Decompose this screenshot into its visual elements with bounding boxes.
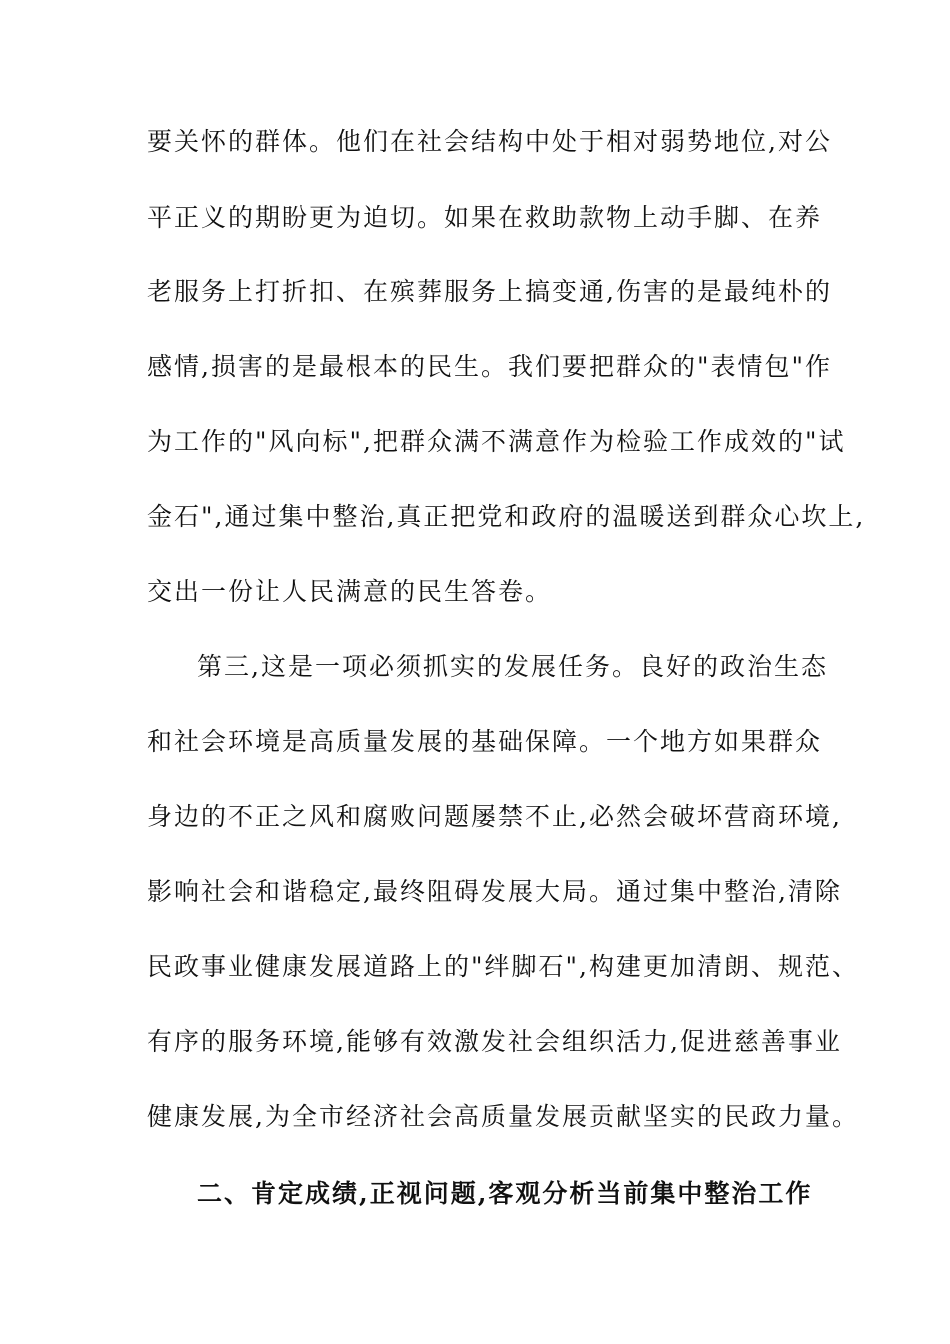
- text-line: 民政事业健康发展道路上的"绊脚石",构建更加清朗、规范、: [147, 952, 859, 981]
- text-line: 和社会环境是高质量发展的基础保障。一个地方如果群众: [147, 727, 823, 756]
- text-line: 有序的服务环境,能够有效激发社会组织活力,促进慈善事业: [147, 1027, 842, 1056]
- paragraph-first-line: 第三,这是一项必须抓实的发展任务。良好的政治生态: [197, 652, 828, 681]
- text-line: 健康发展,为全市经济社会高质量发展贡献坚实的民政力量。: [147, 1102, 859, 1131]
- text-line: 平正义的期盼更为迫切。如果在救助款物上动手脚、在养: [147, 203, 823, 232]
- text-line: 金石",通过集中整治,真正把党和政府的温暖送到群众心坎上,: [147, 502, 866, 531]
- text-line: 身边的不正之风和腐败问题屡禁不止,必然会破坏营商环境,: [147, 802, 842, 831]
- section-heading: 二、肯定成绩,正视问题,客观分析当前集中整治工作: [197, 1179, 813, 1208]
- text-line: 影响社会和谐稳定,最终阻碍发展大局。通过集中整治,清除: [147, 877, 842, 906]
- text-line: 感情,损害的是最根本的民生。我们要把群众的"表情包"作: [147, 352, 832, 381]
- text-line: 老服务上打折扣、在殡葬服务上搞变通,伤害的是最纯朴的: [147, 277, 832, 306]
- text-line: 为工作的"风向标",把群众满不满意作为检验工作成效的"试: [147, 427, 846, 456]
- text-line: 交出一份让人民满意的民生答卷。: [147, 577, 553, 606]
- text-line: 要关怀的群体。他们在社会结构中处于相对弱势地位,对公: [147, 127, 832, 156]
